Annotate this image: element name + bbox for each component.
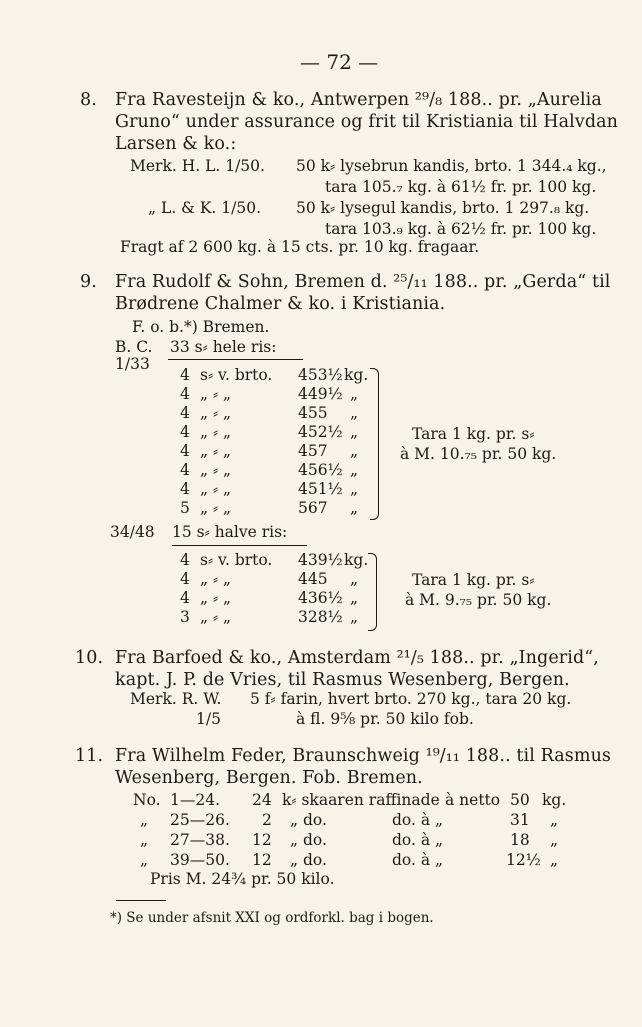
entry-8-desc-1: 50 k⸗ lysebrun kandis, brto. 1 344.₄ kg., xyxy=(296,157,607,175)
whole-row-weight: 456½ xyxy=(298,461,343,479)
half-row-desc: „ ⸗ „ xyxy=(200,608,232,626)
whole-row-qty: 5 xyxy=(180,499,190,517)
entry-9-number: 9. xyxy=(80,272,97,292)
whole-row-weight: 457 xyxy=(298,442,328,460)
entry-9-half-tara-1: Tara 1 kg. pr. s⸗ xyxy=(412,571,535,589)
whole-row-weight: 449½ xyxy=(298,385,343,403)
whole-row-qty: 4 xyxy=(180,461,190,479)
entry-9-half-heading: 15 s⸗ halve ris: xyxy=(172,523,288,541)
half-row-qty: 4 xyxy=(180,570,190,588)
page-number: — 72 — xyxy=(300,50,379,74)
entry-8-line-3: Larsen & ko.: xyxy=(115,134,237,154)
entry-10-mark: Merk. R. W. xyxy=(130,690,222,708)
entry-8-tara-1: tara 105.₇ kg. à 61½ fr. pr. 100 kg. xyxy=(325,178,597,196)
row-unit: „ xyxy=(550,831,559,849)
entry-8-freight: Fragt af 2 600 kg. à 15 cts. pr. 10 kg. fragaar. xyxy=(120,238,480,256)
half-row-desc: „ ⸗ „ xyxy=(200,570,232,588)
whole-row-qty: 4 xyxy=(180,423,190,441)
whole-row-qty: 4 xyxy=(180,404,190,422)
entry-9-fob: F. o. b.*) Bremen. xyxy=(132,318,270,336)
entry-11-line-2: Wesenberg, Bergen. Fob. Bremen. xyxy=(115,768,423,788)
whole-row-desc: „ ⸗ „ xyxy=(200,385,232,403)
whole-row-weight: 455 xyxy=(298,404,328,422)
entry-8-mark-2: „ L. & K. 1/50. xyxy=(148,199,261,217)
whole-row-unit: „ xyxy=(350,480,359,498)
whole-row-desc: „ ⸗ „ xyxy=(200,404,232,422)
entry-8-mark-1: Merk. H. L. 1/50. xyxy=(130,157,265,175)
row-rate: à netto xyxy=(445,791,501,809)
whole-row-qty: 4 xyxy=(180,480,190,498)
entry-8-line-1: Fra Ravesteijn & ko., Antwerpen ²⁹/₈ 188.. pr. „Aurelia xyxy=(115,90,602,110)
entry-8-tara-2: tara 103.₉ kg. à 62½ fr. pr. 100 kg. xyxy=(325,220,597,238)
whole-row-unit: „ xyxy=(350,423,359,441)
row-what: „ do. xyxy=(290,851,327,869)
half-row-weight: 328½ xyxy=(298,608,343,626)
entry-10-desc-2: à fl. 9⅝ pr. 50 kilo fob. xyxy=(296,710,474,728)
footnote: *) Se under afsnit XXI og ordforkl. bag i bogen. xyxy=(110,910,434,926)
whole-row-desc: „ ⸗ „ xyxy=(200,423,232,441)
entry-9-whole-heading: 33 s⸗ hele ris: xyxy=(170,338,277,356)
entry-11-number: 11. xyxy=(75,746,104,766)
row-range: 27—38. xyxy=(170,831,230,849)
row-range: 25—26. xyxy=(170,811,230,829)
entry-9-whole-heading-rule xyxy=(168,359,303,360)
row-what: „ do. xyxy=(290,831,327,849)
row-rate: do. à „ xyxy=(392,831,444,849)
whole-row-desc: „ ⸗ „ xyxy=(200,480,232,498)
row-unit: kg. xyxy=(542,791,567,809)
row-range: 1—24. xyxy=(170,791,221,809)
entry-8-desc-2: 50 k⸗ lysegul kandis, brto. 1 297.₈ kg. xyxy=(296,199,590,217)
whole-row-weight: 452½ xyxy=(298,423,343,441)
whole-row-weight: 567 xyxy=(298,499,328,517)
row-range: 39—50. xyxy=(170,851,230,869)
whole-row-desc: „ ⸗ „ xyxy=(200,442,232,460)
half-row-qty: 3 xyxy=(180,608,190,626)
entry-9-half-tara-2: à M. 9.₇₅ pr. 50 kg. xyxy=(405,591,552,609)
entry-10-line-1: Fra Barfoed & ko., Amsterdam ²¹/₅ 188.. pr. „Ingerid“, xyxy=(115,648,599,668)
entry-9-half-heading-rule xyxy=(172,545,307,546)
entry-10-line-2: kapt. J. P. de Vries, til Rasmus Wesenberg, Bergen. xyxy=(115,670,570,690)
row-kg: 50 xyxy=(510,791,530,809)
row-qty: 12 xyxy=(252,851,272,869)
whole-row-qty: 4 xyxy=(180,366,190,384)
whole-row-unit: „ xyxy=(350,404,359,422)
entry-9-mark: B. C. xyxy=(115,338,153,356)
entry-8-number: 8. xyxy=(80,90,97,110)
whole-row-desc: s⸗ v. brto. xyxy=(200,366,273,384)
entry-11-line-1: Fra Wilhelm Feder, Braunschweig ¹⁹/₁₁ 188.. til Rasmus xyxy=(115,746,612,766)
row-unit: „ xyxy=(550,811,559,829)
half-row-unit: kg. xyxy=(344,551,369,569)
row-unit: „ xyxy=(550,851,559,869)
row-lead: „ xyxy=(140,811,149,829)
entry-10-range: 1/5 xyxy=(196,710,221,728)
half-row-qty: 4 xyxy=(180,589,190,607)
entry-10-number: 10. xyxy=(75,648,104,668)
entry-10-desc-1: 5 f⸗ farin, hvert brto. 270 kg., tara 20 kg. xyxy=(250,690,572,708)
whole-row-unit: „ xyxy=(350,499,359,517)
half-row-weight: 439½ xyxy=(298,551,343,569)
whole-row-desc: „ ⸗ „ xyxy=(200,499,232,517)
whole-row-weight: 453½ xyxy=(298,366,343,384)
entry-9-whole-tara-2: à M. 10.₇₅ pr. 50 kg. xyxy=(400,445,557,463)
half-row-desc: „ ⸗ „ xyxy=(200,589,232,607)
entry-8-line-2: Gruno“ under assurance og frit til Kristiania til Halvdan xyxy=(115,112,619,132)
row-qty: 12 xyxy=(252,831,272,849)
half-rows-brace xyxy=(368,553,377,631)
half-row-weight: 445 xyxy=(298,570,328,588)
row-rate: do. à „ xyxy=(392,851,444,869)
row-lead: „ xyxy=(140,831,149,849)
half-row-qty: 4 xyxy=(180,551,190,569)
row-what: k⸗ skaaren raffinade xyxy=(282,791,440,809)
row-what: „ do. xyxy=(290,811,327,829)
whole-row-unit: „ xyxy=(350,442,359,460)
row-lead: „ xyxy=(140,851,149,869)
entry-9-range-1: 1/33 xyxy=(115,355,150,373)
entry-11-price: Pris M. 24¾ pr. 50 kilo. xyxy=(150,870,335,888)
whole-rows-brace xyxy=(370,368,379,520)
row-rate: do. à „ xyxy=(392,811,444,829)
whole-row-unit: kg. xyxy=(344,366,369,384)
entry-9-whole-tara-1: Tara 1 kg. pr. s⸗ xyxy=(412,425,535,443)
whole-row-weight: 451½ xyxy=(298,480,343,498)
whole-row-unit: „ xyxy=(350,385,359,403)
entry-9-line-1: Fra Rudolf & Sohn, Bremen d. ²⁵/₁₁ 188.. pr. „Gerda“ til xyxy=(115,272,611,292)
whole-row-qty: 4 xyxy=(180,385,190,403)
whole-row-desc: „ ⸗ „ xyxy=(200,461,232,479)
footnote-rule xyxy=(116,900,166,901)
row-kg: 12½ xyxy=(506,851,541,869)
whole-row-unit: „ xyxy=(350,461,359,479)
entry-9-range-2: 34/48 xyxy=(110,523,155,541)
row-kg: 31 xyxy=(510,811,530,829)
entry-9-line-2: Brødrene Chalmer & ko. i Kristiania. xyxy=(115,294,446,314)
half-row-desc: s⸗ v. brto. xyxy=(200,551,273,569)
half-row-unit: „ xyxy=(350,570,359,588)
half-row-unit: „ xyxy=(350,608,359,626)
half-row-weight: 436½ xyxy=(298,589,343,607)
half-row-unit: „ xyxy=(350,589,359,607)
row-qty: 24 xyxy=(252,791,272,809)
row-qty: 2 xyxy=(262,811,272,829)
whole-row-qty: 4 xyxy=(180,442,190,460)
row-lead: No. xyxy=(133,791,161,809)
row-kg: 18 xyxy=(510,831,530,849)
